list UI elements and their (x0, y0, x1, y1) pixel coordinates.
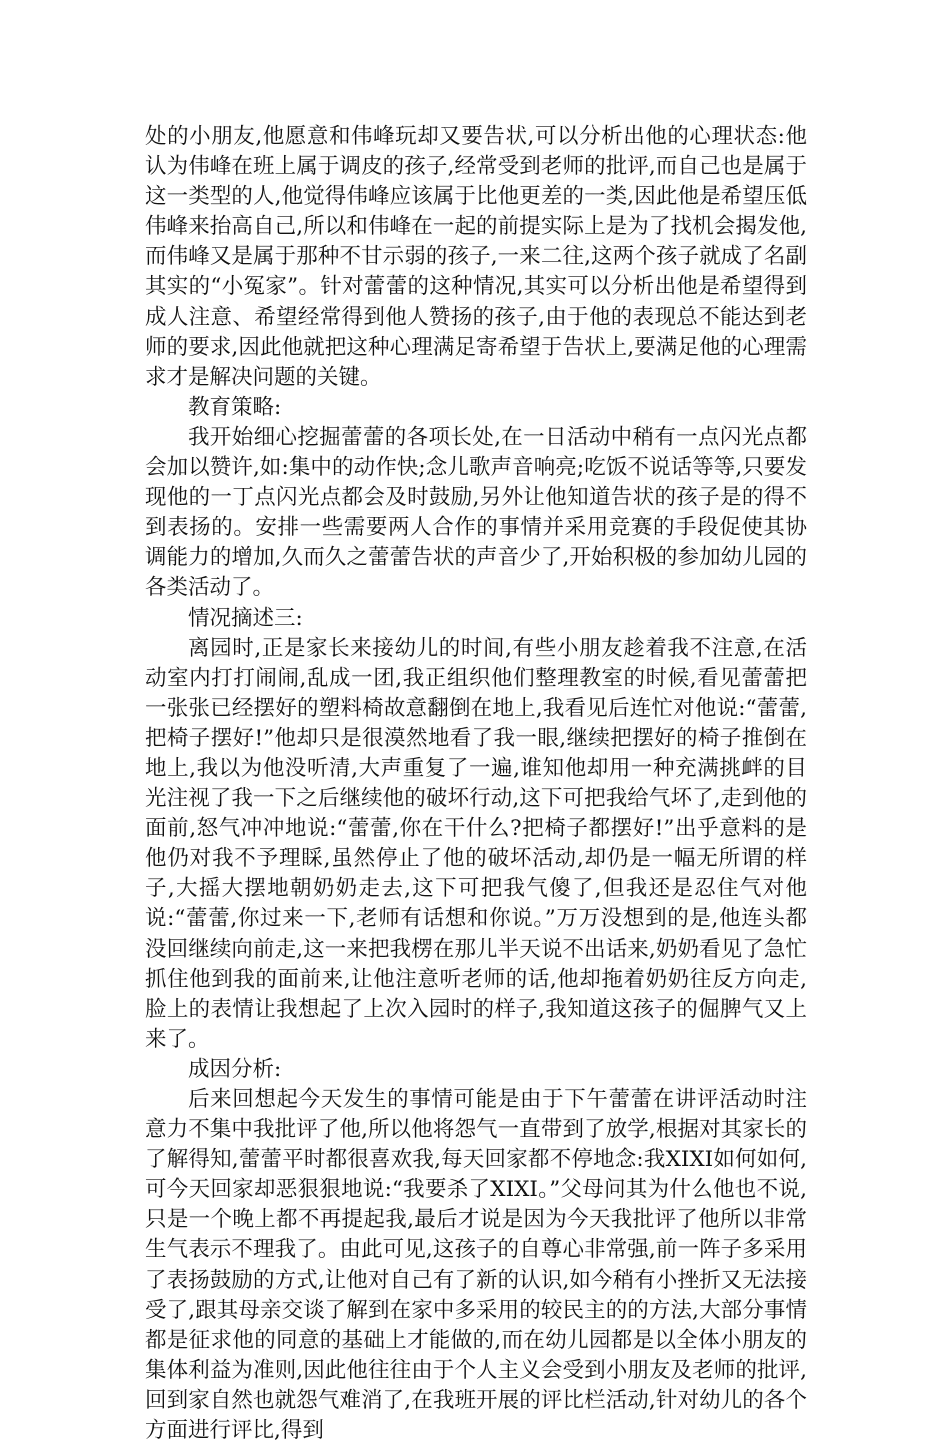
paragraph-cause-analysis: 后来回想起今天发生的事情可能是由于下午蕾蕾在讲评活动时注意力不集中我批评了他,所以他将怨气一直带到了放学,根据对其家长的了解得知,蕾蕾平时都很喜欢我,每天回家都不停地念:我XIXI如何如何,可今天回家却恶狠狠地说:“我要杀了XIXI。”父母问其为什么他也不说,只是一个晚上都不再提起我,最后才说是因为今天我批评了他所以非常生气表示不理我了。由此可见,这孩子的自尊心非常强,前一阵子多采用了表扬鼓励的方式,让他对自己有了新的认识,如今稍有小挫折又无法接受了,跟其母亲交谈了解到在家中多采用的较民主的的方法,大部分事情都是征求他的同意的基础上才能做的,而在幼儿园都是以全体小朋友的集体利益为准则,因此他往往由于个人主义会受到小朋友及老师的批评,回到家自然也就怨气难消了,在我班开展的评比栏活动,针对幼儿的各个方面进行评比,得到 (145, 1087, 807, 1444)
paragraph-analysis-continued: 处的小朋友,他愿意和伟峰玩却又要告状,可以分析出他的心理状态:他认为伟峰在班上属于调皮的孩子,经常受到老师的批评,而自己也是属于这一类型的人,他觉得伟峰应该属于比他更差的一类,因此他是希望压低伟峰来抬高自己,所以和伟峰在一起的前提实际上是为了找机会揭发他,而伟峰又是属于那种不甘示弱的孩子,一来二往,这两个孩子就成了名副其实的“小冤家”。针对蕾蕾的这种情况,其实可以分析出他是希望得到成人注意、希望经常得到他人赞扬的孩子,由于他的表现总不能达到老师的要求,因此他就把这种心理满足寄希望于告状上,要满足他的心理需求才是解决问题的关键。 (145, 124, 807, 390)
paragraph-situation-three: 离园时,正是家长来接幼儿的时间,有些小朋友趁着我不注意,在活动室内打打闹闹,乱成一团,我正组织他们整理教室的时候,看见蕾蕾把一张张已经摆好的塑料椅故意翻倒在地上,我看见后连忙对他说:“蕾蕾,把椅子摆好!”他却只是很漠然地看了我一眼,继续把摆好的椅子推倒在地上,我以为他没听清,大声重复了一遍,谁知他却用一种充满挑衅的目光注视了我一下之后继续他的破坏行动,这下可把我给气坏了,走到他的面前,怒气冲冲地说:“蕾蕾,你在干什么?把椅子都摆好!”出乎意料的是他仍对我不予理睬,虽然停止了他的破坏活动,却仍是一幅无所谓的样子,大摇大摆地朝奶奶走去,这下可把我气傻了,但我还是忍住气对他说:“蕾蕾,你过来一下,老师有话想和你说。”万万没想到的是,他连头都没回继续向前走,这一来把我楞在那儿半天说不出话来,奶奶看见了急忙抓住他到我的面前来,让他注意听老师的话,他却拖着奶奶往反方向走,脸上的表情让我想起了上次入园时的样子,我知道这孩子的倔脾气又上来了。 (145, 635, 807, 1052)
heading-situation-three: 情况摘述三: (188, 605, 303, 631)
paragraph-education-strategy: 我开始细心挖掘蕾蕾的各项长处,在一日活动中稍有一点闪光点都会加以赞许,如:集中的动作快;念儿歌声音响亮;吃饭不说话等等,只要发现他的一丁点闪光点都会及时鼓励,另外让他知道告状的孩子是的得不到表扬的。安排一些需要两人合作的事情并采用竞赛的手段促使其协调能力的增加,久而久之蕾蕾告状的声音少了,开始积极的参加幼儿园的各类活动了。 (145, 424, 807, 601)
document-page (145, 122, 807, 1446)
heading-cause-analysis: 成因分析: (188, 1056, 282, 1082)
heading-education-strategy: 教育策略: (188, 394, 282, 420)
